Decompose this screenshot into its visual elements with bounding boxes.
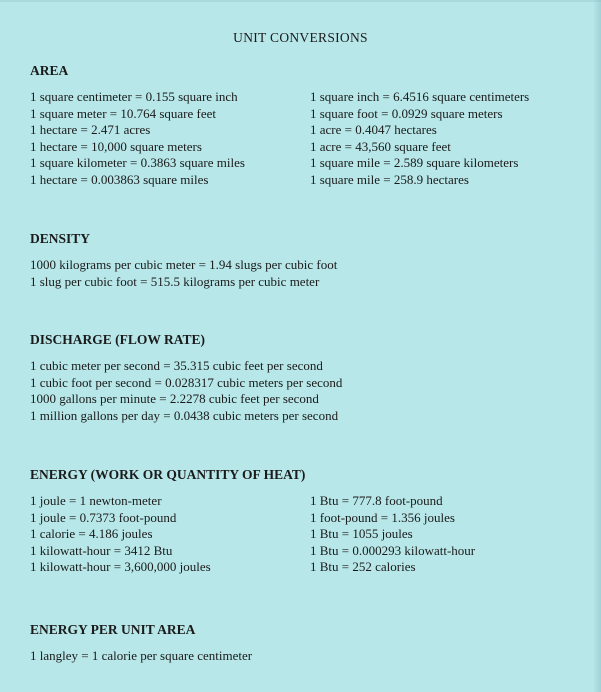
- conversion-line: 1 hectare = 2.471 acres: [30, 122, 151, 138]
- conversion-line: 1 square kilometer = 0.3863 square miles: [30, 155, 245, 171]
- section-heading-energy-per-unit-area: ENERGY PER UNIT AREA: [30, 622, 196, 637]
- section-energy: [30, 467, 590, 576]
- conversion-line: 1 cubic foot per second = 0.028317 cubic meters per second: [30, 374, 343, 390]
- conversion-line: 1 joule = 0.7373 foot-pound: [30, 509, 177, 525]
- conversion-line: 1 foot-pound = 1.356 joules: [310, 509, 455, 525]
- conversion-line: 1 langley = 1 calorie per square centimeter: [30, 648, 253, 663]
- area-columns: [30, 89, 590, 189]
- section-heading-area: AREA: [30, 63, 69, 78]
- conversion-line: 1 square mile = 2.589 square kilometers: [310, 155, 519, 171]
- page-top-edge: [0, 0, 601, 2]
- section-heading-discharge: DISCHARGE (FLOW RATE): [30, 332, 206, 347]
- conversion-line: 1 Btu = 252 calories: [310, 559, 416, 575]
- section-heading-energy: ENERGY (WORK OR QUANTITY OF HEAT): [30, 467, 306, 482]
- energy-right-column: [310, 493, 590, 576]
- conversion-line: 1000 gallons per minute = 2.2278 cubic feet per second: [30, 391, 319, 407]
- conversion-line: 1 square foot = 0.0929 square meters: [310, 105, 503, 121]
- conversion-line: 1 hectare = 10,000 square meters: [30, 138, 202, 154]
- conversion-line: 1 kilowatt-hour = 3,600,000 joules: [30, 559, 211, 575]
- conversion-line: 1 cubic meter per second = 35.315 cubic feet per second: [30, 358, 323, 373]
- conversion-line: 1 square mile = 258.9 hectares: [310, 171, 469, 187]
- page-title: UNIT CONVERSIONS: [233, 30, 368, 45]
- conversion-line: 1 acre = 0.4047 hectares: [310, 122, 437, 138]
- conversion-line: 1 million gallons per day = 0.0438 cubic meters per second: [30, 407, 339, 423]
- page-edge-shadow: [593, 0, 601, 692]
- conversion-line: 1 Btu = 777.8 foot-pound: [310, 493, 443, 508]
- energy-left-column: [30, 493, 310, 576]
- section-discharge: [30, 332, 590, 424]
- conversion-line: 1 joule = 1 newton-meter: [30, 493, 162, 508]
- conversion-line: 1 slug per cubic foot = 515.5 kilograms per cubic meter: [30, 273, 320, 289]
- conversion-line: 1 square inch = 6.4516 square centimeters: [310, 89, 530, 104]
- area-right-column: [310, 89, 590, 189]
- section-area: [30, 63, 590, 189]
- area-left-column: [30, 89, 310, 189]
- section-energy-per-unit-area: [30, 622, 590, 665]
- section-density: [30, 231, 590, 290]
- conversion-line: 1 hectare = 0.003863 square miles: [30, 171, 209, 187]
- conversion-line: 1 square centimeter = 0.155 square inch: [30, 89, 238, 104]
- conversion-line: 1 Btu = 0.000293 kilowatt-hour: [310, 542, 476, 558]
- section-heading-density: DENSITY: [30, 231, 91, 246]
- conversion-line: 1000 kilograms per cubic meter = 1.94 slugs per cubic foot: [30, 257, 338, 272]
- conversion-line: 1 kilowatt-hour = 3412 Btu: [30, 542, 173, 558]
- conversion-line: 1 square meter = 10.764 square feet: [30, 105, 217, 121]
- conversion-line: 1 calorie = 4.186 joules: [30, 526, 153, 542]
- energy-columns: [30, 493, 590, 576]
- conversion-line: 1 acre = 43,560 square feet: [310, 138, 451, 154]
- conversion-line: 1 Btu = 1055 joules: [310, 526, 413, 542]
